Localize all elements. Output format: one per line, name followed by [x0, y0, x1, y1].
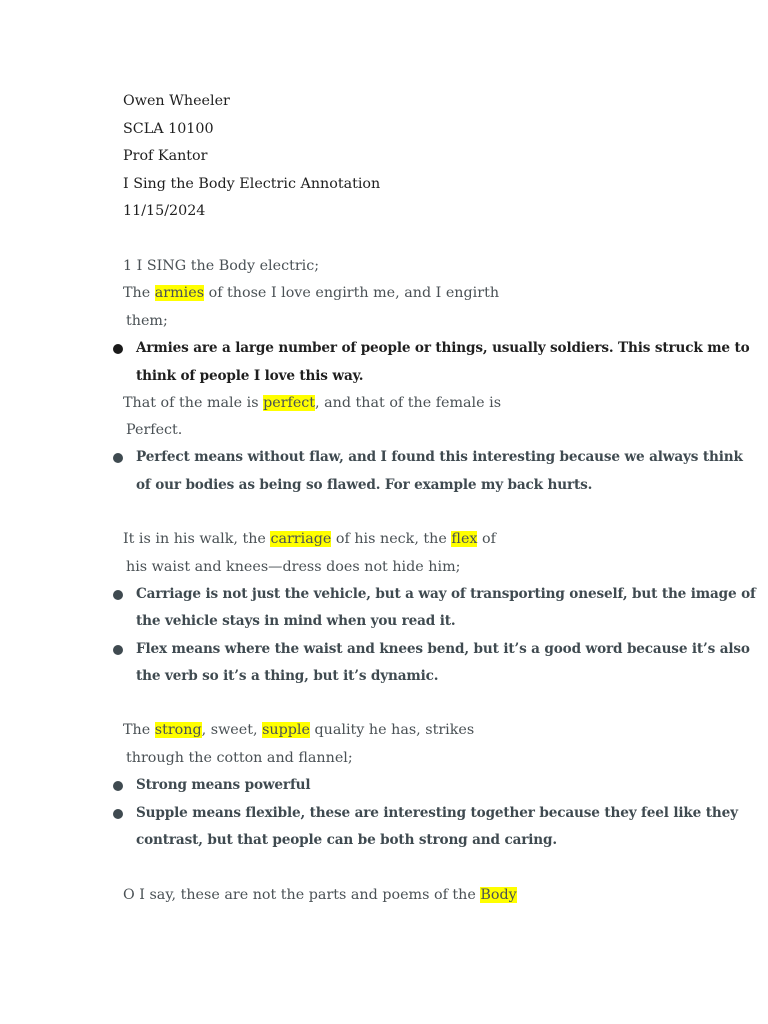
highlight-flex: flex [451, 531, 478, 547]
bullet-icon [113, 590, 123, 600]
poem-text: O I say, these are not the parts and poems of the [123, 887, 481, 903]
poem-text: The [123, 722, 155, 738]
poem-text: of [477, 531, 496, 547]
assignment-title: I Sing the Body Electric Annotation [123, 176, 381, 192]
poem-line-5: Perfect. [126, 422, 183, 438]
annotation-supple-line-2: contrast, but that people can be both strong and caring. [136, 832, 557, 848]
poem-line-10 [123, 885, 517, 905]
poem-text: quality he has, strikes [309, 722, 475, 738]
poem-text: , and that of the female is [315, 395, 502, 411]
poem-line-1: 1 I SING the Body electric; [123, 258, 320, 274]
course-code: SCLA 10100 [123, 121, 214, 137]
author-name: Owen Wheeler [123, 93, 230, 109]
poem-line-6 [123, 529, 496, 549]
bullet-icon [113, 809, 123, 819]
annotation-armies-line-2: think of people I love this way. [136, 368, 364, 384]
poem-line-2 [123, 283, 499, 303]
highlight-armies: armies [154, 285, 205, 301]
highlight-carriage: carriage [270, 531, 332, 547]
poem-text: of those I love engirth me, and I engirth [204, 285, 500, 301]
professor-name: Prof Kantor [123, 148, 208, 164]
bullet-icon [113, 453, 123, 463]
poem-text: The [123, 285, 155, 301]
poem-line-4 [123, 393, 501, 413]
annotation-flex-line-2: the verb so it’s a thing, but it’s dynamic. [136, 668, 439, 684]
assignment-date: 11/15/2024 [123, 203, 206, 219]
highlight-supple: supple [262, 722, 310, 738]
bullet-icon [113, 645, 123, 655]
bullet-icon [113, 781, 123, 791]
annotation-armies-line-1: Armies are a large number of people or things, usually soldiers. This struck me to [136, 340, 750, 356]
poem-line-9: through the cotton and flannel; [126, 750, 353, 766]
annotation-carriage-line-1: Carriage is not just the vehicle, but a way of transporting oneself, but the image of [136, 586, 756, 602]
highlight-strong: strong [154, 722, 202, 738]
annotation-perfect-line-2: of our bodies as being so flawed. For example my back hurts. [136, 477, 593, 493]
highlight-body: Body [480, 887, 517, 903]
bullet-icon [113, 344, 123, 354]
highlight-perfect: perfect [263, 395, 316, 411]
poem-line-8 [123, 720, 474, 740]
annotation-supple-line-1: Supple means flexible, these are interesting together because they feel like they [136, 805, 738, 821]
annotation-strong-line-1: Strong means powerful [136, 777, 311, 793]
annotation-perfect-line-1: Perfect means without flaw, and I found this interesting because we always think [136, 449, 743, 465]
poem-text: That of the male is [123, 395, 264, 411]
annotation-carriage-line-2: the vehicle stays in mind when you read it. [136, 613, 456, 629]
poem-text: of his neck, the [331, 531, 452, 547]
poem-text: It is in his walk, the [123, 531, 271, 547]
poem-line-3: them; [126, 313, 168, 329]
poem-line-7: his waist and knees—dress does not hide him; [126, 559, 461, 575]
annotation-flex-line-1: Flex means where the waist and knees bend, but it’s a good word because it’s also [136, 641, 750, 657]
poem-text: , sweet, [201, 722, 263, 738]
